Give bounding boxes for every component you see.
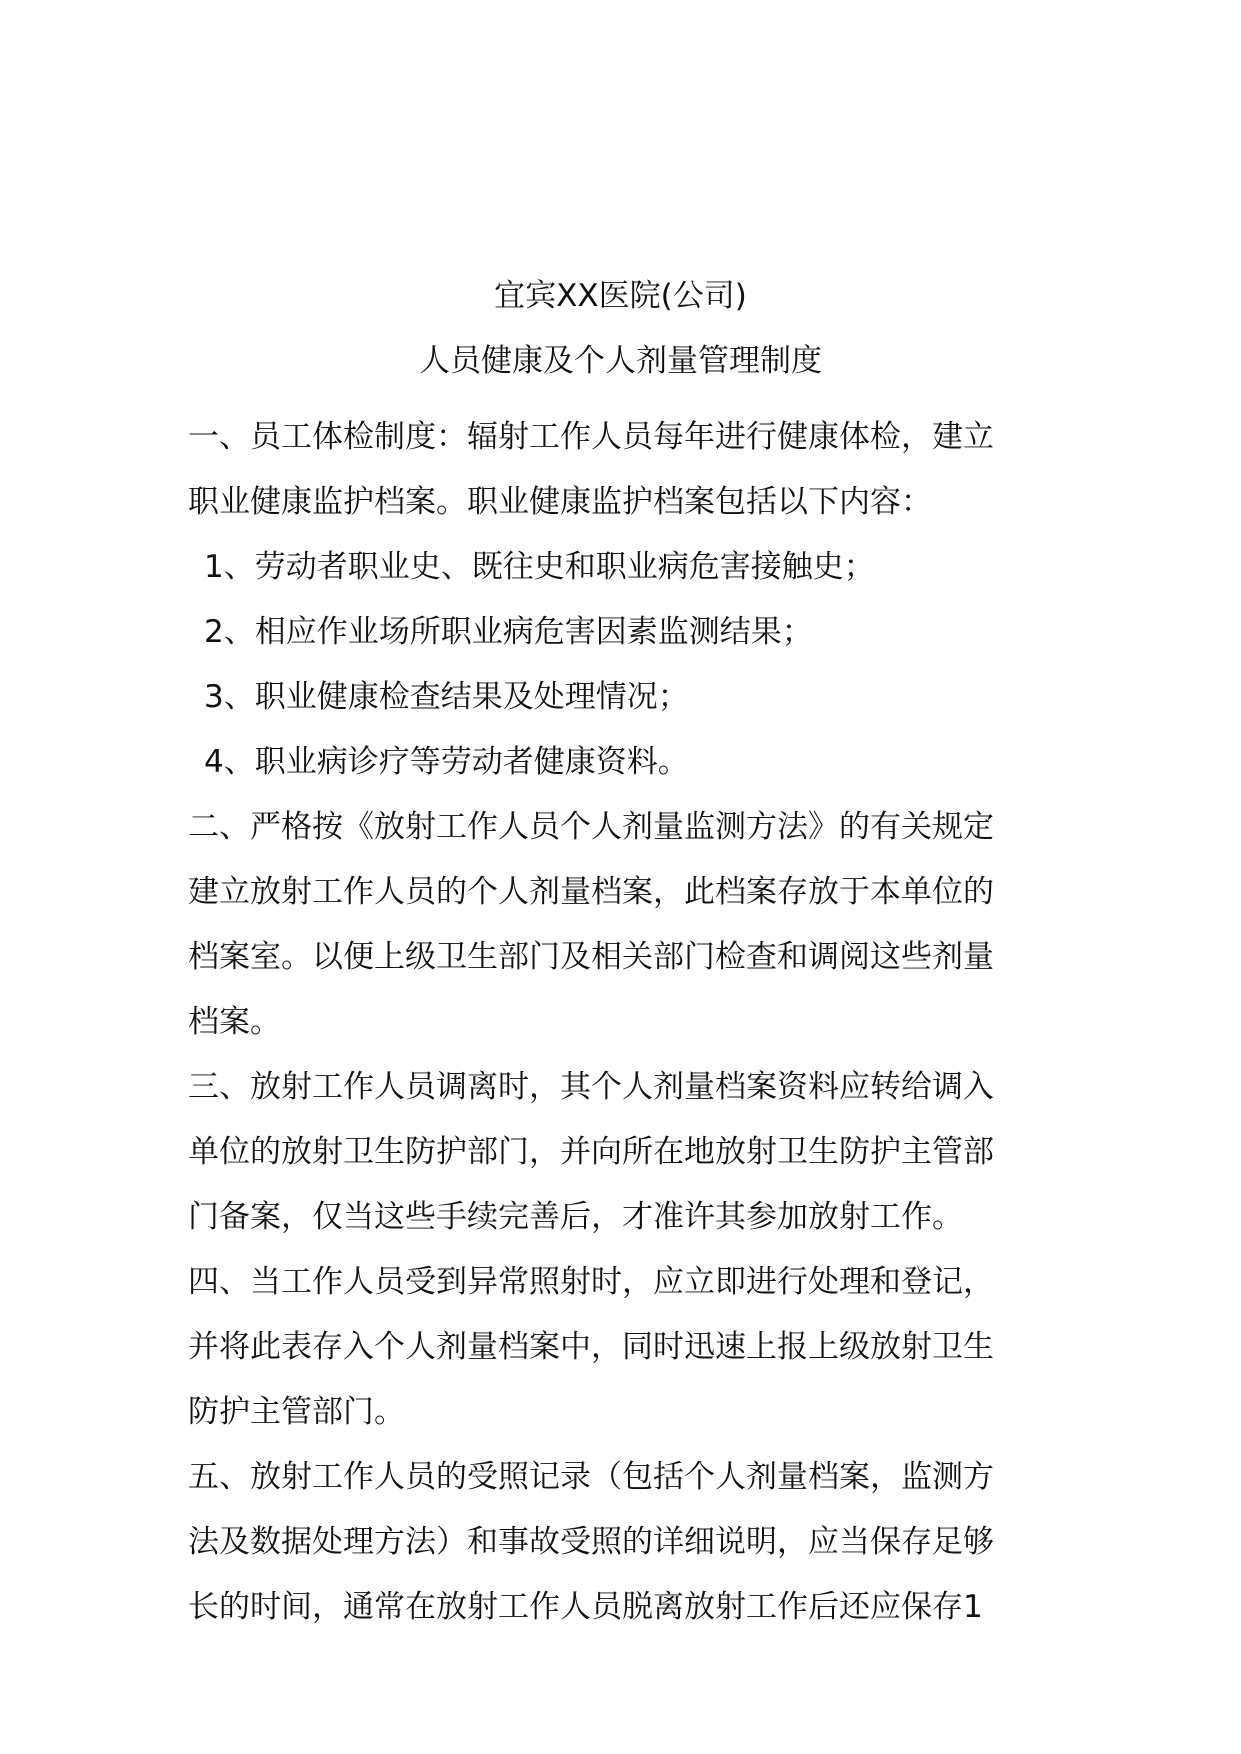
- body-line-list-item: 3、职业健康检查结果及处理情况；: [204, 679, 689, 715]
- body-line: 三、放射工作人员调离时，其个人剂量档案资料应转给调入: [188, 1069, 994, 1105]
- body-line: 防护主管部门。: [188, 1394, 405, 1430]
- body-line: 单位的放射卫生防护部门，并向所在地放射卫生防护主管部: [188, 1134, 994, 1170]
- document-title-organization: 宜宾XX医院(公司): [494, 278, 747, 314]
- body-line: 并将此表存入个人剂量档案中，同时迅速上报上级放射卫生: [188, 1329, 994, 1365]
- document-body: [188, 405, 1068, 1640]
- body-line: 五、放射工作人员的受照记录（包括个人剂量档案，监测方: [188, 1459, 994, 1495]
- body-line: 档案室。以便上级卫生部门及相关部门检查和调阅这些剂量: [188, 939, 994, 975]
- body-line: 门备案，仅当这些手续完善后，才准许其参加放射工作。: [188, 1199, 963, 1235]
- body-line-list-item: 2、相应作业场所职业病危害因素监测结果；: [204, 614, 813, 650]
- body-line: 档案。: [188, 1004, 281, 1040]
- body-line: 法及数据处理方法）和事故受照的详细说明，应当保存足够: [188, 1524, 994, 1560]
- body-line: 二、严格按《放射工作人员个人剂量监测方法》的有关规定: [188, 809, 994, 845]
- body-line-list-item: 1、劳动者职业史、既往史和职业病危害接触史；: [204, 549, 875, 585]
- body-line: 一、员工体检制度：辐射工作人员每年进行健康体检，建立: [188, 419, 994, 455]
- body-line: 四、当工作人员受到异常照射时，应立即进行处理和登记，: [188, 1264, 994, 1300]
- body-line: 建立放射工作人员的个人剂量档案，此档案存放于本单位的: [188, 874, 994, 910]
- body-line: 职业健康监护档案。职业健康监护档案包括以下内容：: [188, 484, 932, 520]
- body-line: 长的时间，通常在放射工作人员脱离放射工作后还应保存1: [188, 1589, 983, 1625]
- body-line-list-item: 4、职业病诊疗等劳动者健康资料。: [204, 744, 689, 780]
- document-title-policy: 人员健康及个人剂量管理制度: [419, 343, 822, 379]
